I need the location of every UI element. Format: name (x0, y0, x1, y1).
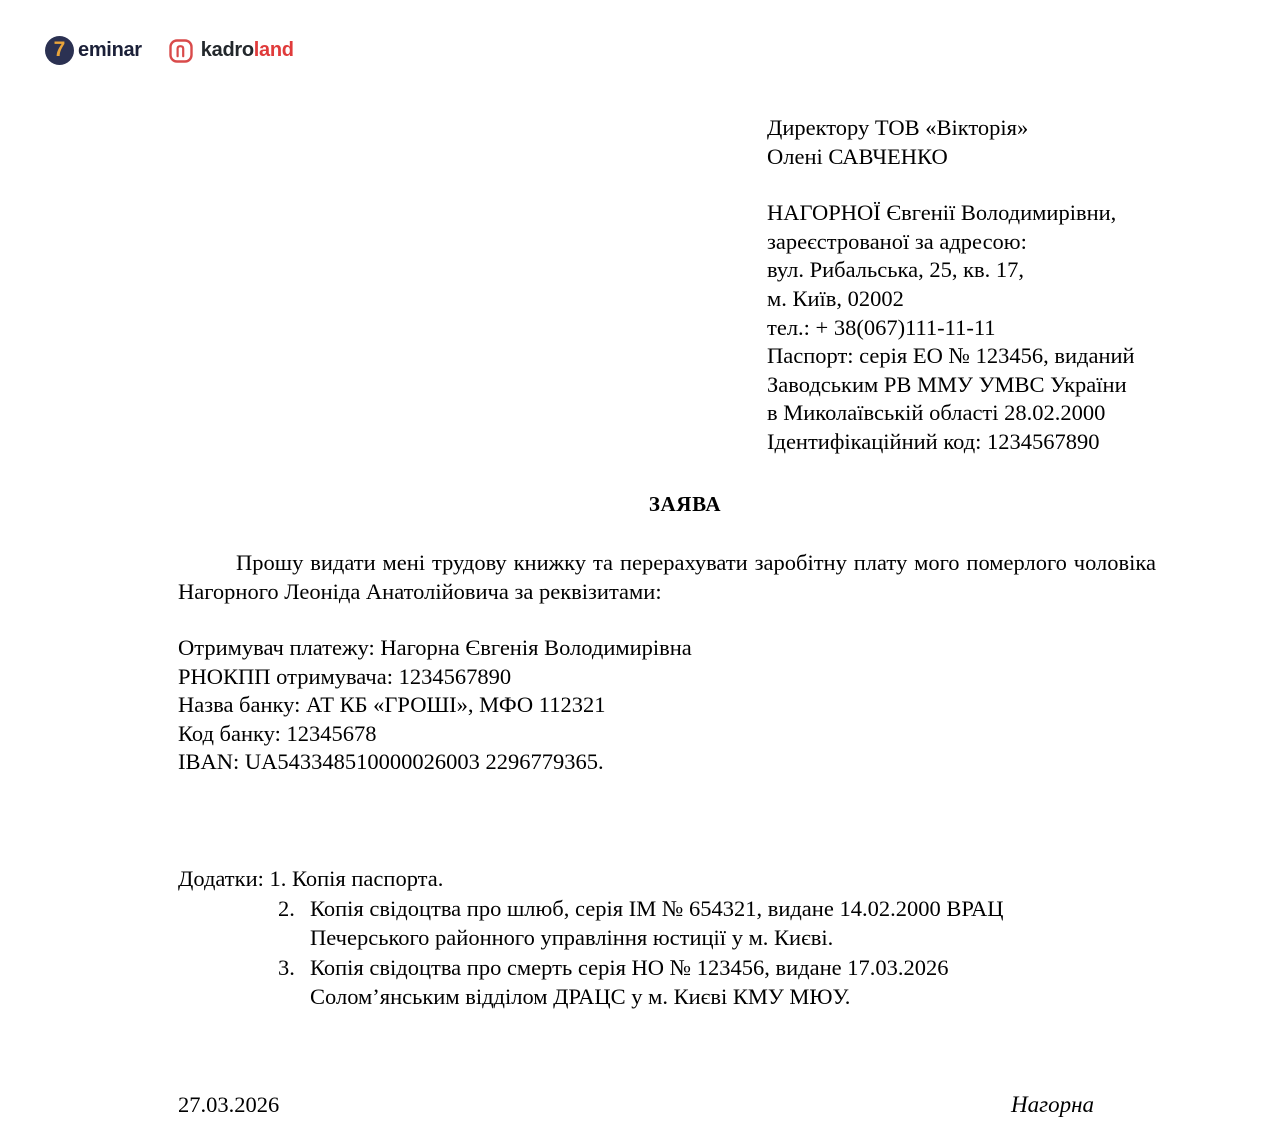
requisite-bank-code: Код банку: 12345678 (178, 720, 377, 746)
payment-requisites-block (178, 634, 878, 777)
attachment-item-2 (278, 894, 1138, 953)
signature: Нагорна (1011, 1092, 1094, 1117)
applicant-line-passport: Паспорт: серія ЕО № 123456, виданий (767, 343, 1135, 369)
attachment-3-text (310, 953, 1138, 1012)
applicant-line-tax-id: Ідентифікаційний код: 1234567890 (767, 428, 1100, 454)
attachments-block (178, 864, 1138, 1012)
attachment-2-line-2: Печерського районного управління юстиції у м. Києві. (310, 925, 834, 950)
body-paragraph: Прошу видати мені трудову книжку та перерахувати заробітну плату мого померлого чоловіка Нагорного Леоніда Анатолійовича за реквізитами: (178, 550, 1156, 604)
attachment-3-line-1: Копія свідоцтва про смерть серія НО № 123456, видане 17.03.2026 (310, 954, 949, 980)
document-footer (178, 1092, 1094, 1118)
applicant-line-registered: зареєстрованої за адресою: (767, 228, 1027, 254)
attachment-1-text: Копія паспорта. (291, 866, 444, 891)
document-title: ЗАЯВА (648, 492, 722, 516)
addressee-block (767, 114, 1197, 457)
addressee-spacer (767, 171, 1197, 199)
applicant-line-name: НАГОРНОЇ Євгенії Володимирівни, (767, 200, 1117, 226)
applicant-line-passport-issuer: Заводським РВ ММУ УМВС України (767, 371, 1127, 397)
attachment-3-number: 3. (278, 954, 295, 980)
requisite-payee-tax-id: РНОКПП отримувача: 1234567890 (178, 663, 512, 689)
addressee-line-director-name: Олені САВЧЕНКО (767, 143, 948, 169)
applicant-line-street: вул. Рибальська, 25, кв. 17, (767, 257, 1025, 283)
document-date: 27.03.2026 (178, 1092, 280, 1117)
attachment-item-3 (278, 953, 1138, 1012)
kadroland-word-primary: kadro (200, 39, 254, 61)
requisite-iban: IBAN: UA543348510000026003 2296779365. (178, 749, 604, 775)
seminar-seven-digit: 7 (53, 38, 66, 61)
addressee-line-director: Директору ТОВ «Вікторія» (767, 115, 1029, 140)
applicant-line-passport-region: в Миколаївській області 28.02.2000 (767, 400, 1106, 426)
attachment-2-number: 2. (278, 895, 295, 921)
requisite-payee: Отримувач платежу: Нагорна Євгенія Володимирівна (178, 635, 692, 660)
applicant-line-phone: тел.: + 38(067)111-11-11 (767, 314, 996, 340)
kadroland-word-accent: land (253, 39, 294, 61)
attachment-1-number: 1. (269, 866, 287, 891)
seminar-wordmark: eminar (78, 39, 142, 61)
attachment-item-1 (178, 864, 1138, 894)
requisite-bank-name: Назва банку: АТ КБ «ГРОШІ», МФО 112321 (178, 692, 606, 718)
attachment-2-line-1: Копія свідоцтва про шлюб, серія ІМ № 654321, видане 14.02.2000 ВРАЦ (310, 895, 1004, 921)
attachments-label: Додатки: (178, 866, 264, 891)
attachment-3-line-2: Солом’янським відділом ДРАЦС у м. Києві КМУ МЮУ. (310, 984, 851, 1009)
attachment-2-text (310, 894, 1138, 953)
applicant-line-city: м. Київ, 02002 (767, 285, 904, 311)
